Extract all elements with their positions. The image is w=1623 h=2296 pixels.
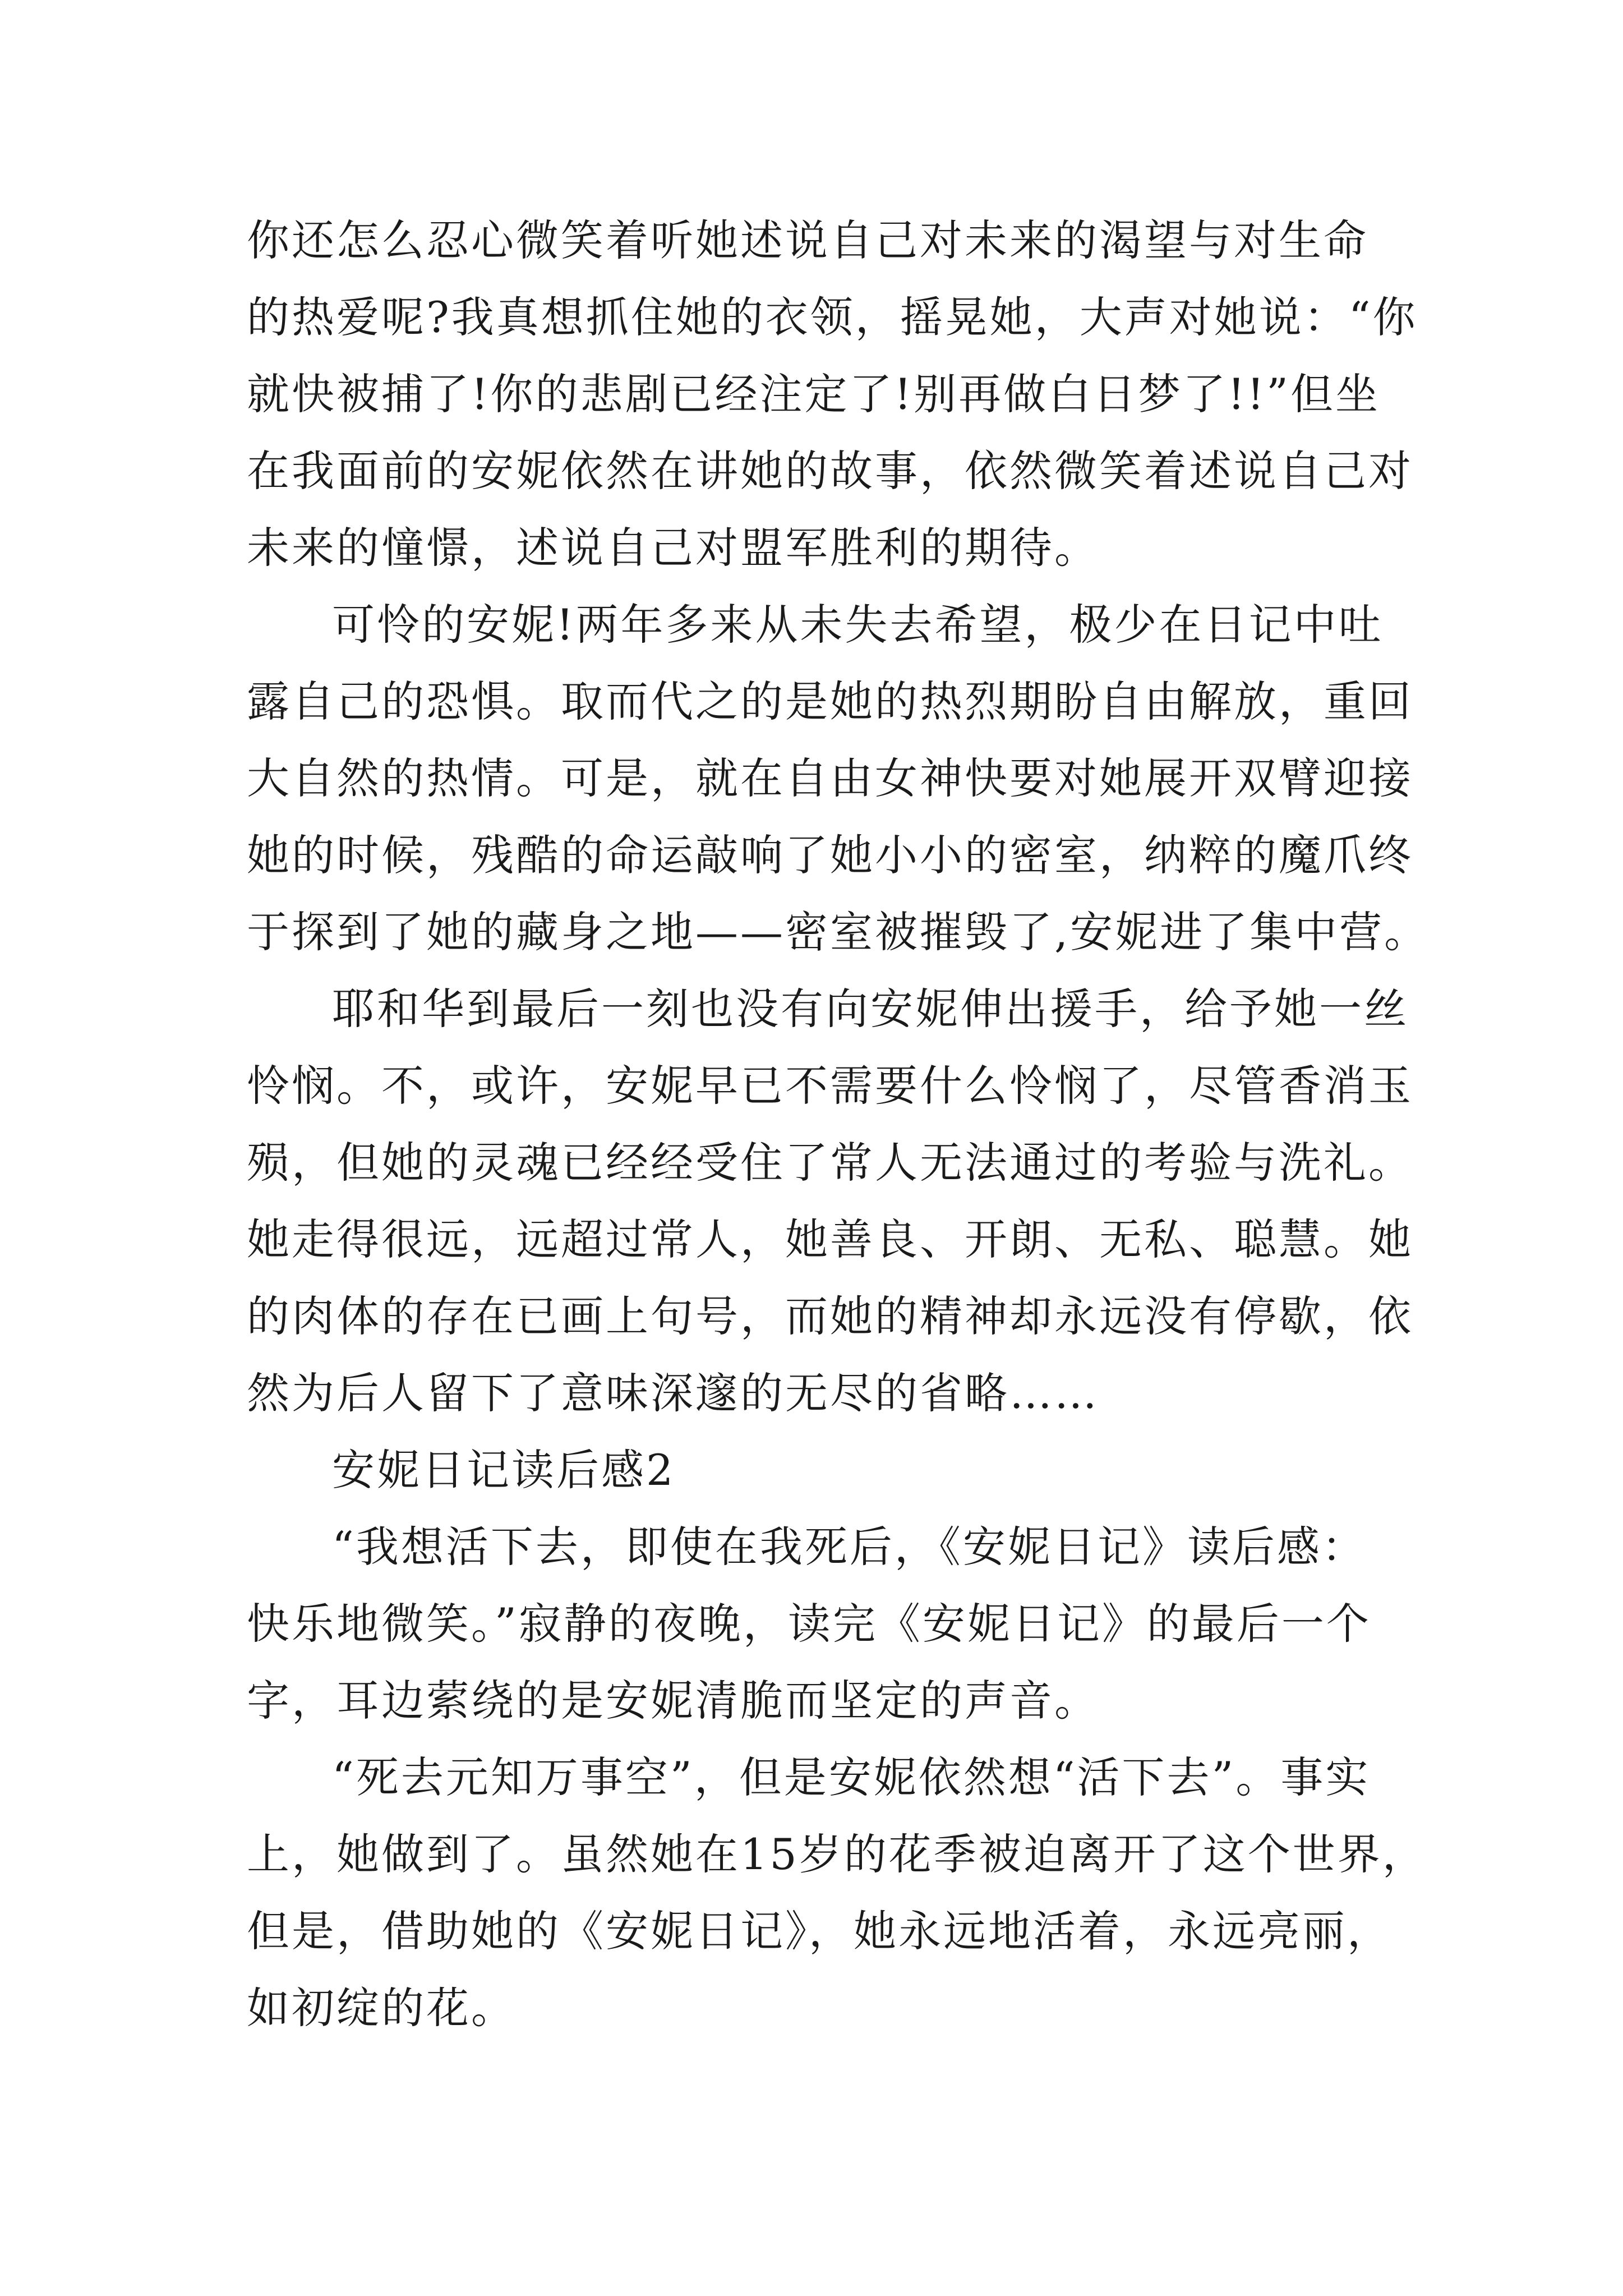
text-line: 她走得很远，远超过常人，她善良、开朗、无私、聪慧。她 xyxy=(247,1214,1413,1264)
text-line: 未来的憧憬，述说自己对盟军胜利的期待。 xyxy=(247,523,1099,573)
text-line: 的肉体的存在已画上句号，而她的精神却永远没有停歇，依 xyxy=(247,1291,1413,1341)
text-line: 就快被捕了!你的悲剧已经注定了!别再做白日梦了!!”但坐 xyxy=(247,369,1381,419)
text-line: 如初绽的花。 xyxy=(247,1983,516,2033)
text-line: 的热爱呢?我真想抓住她的衣领，摇晃她，大声对她说：“你 xyxy=(247,292,1418,342)
text-line: 在我面前的安妮依然在讲她的故事，依然微笑着述说自己对 xyxy=(247,446,1413,496)
text-line: 字，耳边萦绕的是安妮清脆而坚定的声音。 xyxy=(247,1676,1099,1726)
text-line: 大自然的热情。可是，就在自由女神快要对她展开双臂迎接 xyxy=(247,753,1413,803)
text-line: 安妮日记读后感2 xyxy=(332,1445,676,1495)
text-line: 怜悯。不，或许，安妮早已不需要什么怜悯了，尽管香消玉 xyxy=(247,1061,1413,1111)
text-line: “我想活下去，即使在我死后，《安妮日记》读后感： xyxy=(332,1522,1367,1572)
text-line: 露自己的恐惧。取而代之的是她的热烈期盼自由解放，重回 xyxy=(247,677,1413,726)
text-line: 你还怎么忍心微笑着听她述说自己对未来的渴望与对生命 xyxy=(247,215,1368,265)
text-line: 可怜的安妮!两年多来从未失去希望，极少在日记中吐 xyxy=(332,600,1384,650)
text-line: 耶和华到最后一刻也没有向安妮伸出援手，给予她一丝 xyxy=(332,984,1409,1034)
text-line: 快乐地微笑。”寂静的夜晚，读完《安妮日记》的最后一个 xyxy=(247,1599,1371,1649)
text-line: 但是，借助她的《安妮日记》，她永远地活着，永远亮丽， xyxy=(247,1906,1392,1956)
text-line: “死去元知万事空”，但是安妮依然想“活下去”。事实 xyxy=(332,1752,1371,1802)
text-line: 殒，但她的灵魂已经经受住了常人无法通过的考验与洗礼。 xyxy=(247,1138,1413,1188)
text-line: 她的时候，残酷的命运敲响了她小小的密室，纳粹的魔爪终 xyxy=(247,830,1413,880)
text-line: 上，她做到了。虽然她在15岁的花季被迫离开了这个世界， xyxy=(247,1829,1427,1879)
document-body xyxy=(247,202,1430,2046)
text-line: 于探到了她的藏身之地——密室被摧毁了,安妮进了集中营。 xyxy=(247,907,1430,957)
text-line: 然为后人留下了意味深邃的无尽的省略…… xyxy=(247,1368,1099,1418)
